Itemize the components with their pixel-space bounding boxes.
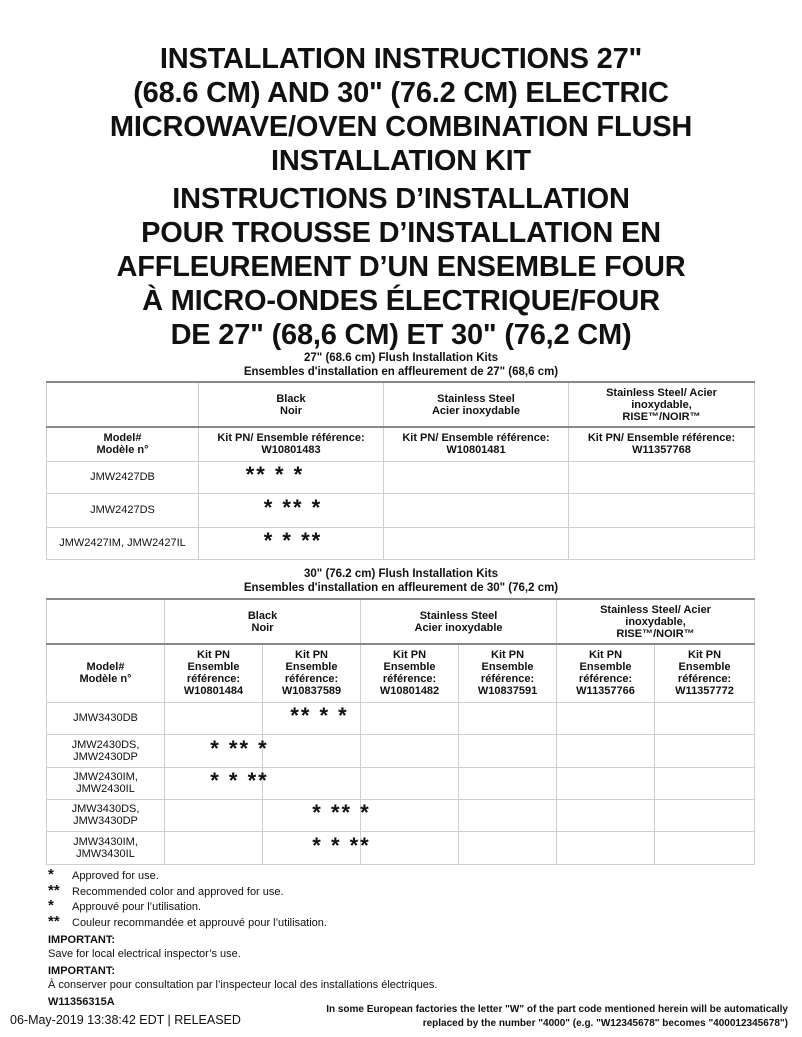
model-header: Model# Modèle n° xyxy=(47,644,165,702)
table27-caption xyxy=(0,351,802,379)
empty-cell xyxy=(263,734,361,767)
document-number: W11356315A xyxy=(48,996,115,1008)
empty-cell xyxy=(557,734,655,767)
empty-cell xyxy=(459,767,557,799)
approval-marks: ** * * xyxy=(245,462,305,487)
marks-cell xyxy=(263,831,371,864)
empty-cell xyxy=(655,702,755,734)
approval-marks: * ** * xyxy=(312,800,371,825)
model-cell: JMW3430DS, JMW3430DP xyxy=(47,799,165,831)
empty-cell xyxy=(569,493,755,527)
color-header: Black Noir xyxy=(165,599,361,644)
marks-cell xyxy=(263,799,371,831)
kit-header: Kit PN Ensemble référence: W10801484 xyxy=(165,644,263,702)
model-cell: JMW3430IM, JMW3430IL xyxy=(47,831,165,864)
marks-cell xyxy=(165,767,269,799)
legend-item: ** Couleur recommandée et approuvé pour l’utilisation. xyxy=(48,912,327,930)
title-french xyxy=(0,182,802,352)
table-row xyxy=(47,702,755,734)
table-color-row xyxy=(47,599,755,644)
table-kit-row xyxy=(47,644,755,702)
marks-cell xyxy=(199,461,384,493)
model-cell: JMW2430DS, JMW2430DP xyxy=(47,734,165,767)
empty-cell xyxy=(655,767,755,799)
color-header: Stainless Steel/ Acier inoxydable, RISE™/NOIR™ xyxy=(557,599,755,644)
model-cell: JMW2427DB xyxy=(47,461,199,493)
title-line: DE 27" (68,6 CM) ET 30" (76,2 CM) xyxy=(170,319,632,351)
empty-cell xyxy=(557,702,655,734)
empty-cell xyxy=(459,702,557,734)
title-line: À MICRO-ONDES ÉLECTRIQUE/FOUR xyxy=(142,285,660,317)
empty-cell xyxy=(655,734,755,767)
empty-cell xyxy=(361,799,459,831)
table-corner xyxy=(47,382,199,427)
model-cell: JMW2430IM, JMW2430IL xyxy=(47,767,165,799)
important-label: IMPORTANT: xyxy=(48,965,116,977)
kit-header: Kit PN Ensemble référence: W10837591 xyxy=(459,644,557,702)
empty-cell xyxy=(384,461,569,493)
empty-cell xyxy=(384,493,569,527)
title-line: MICROWAVE/OVEN COMBINATION FLUSH xyxy=(109,111,693,143)
color-header: Stainless Steel Acier inoxydable xyxy=(361,599,557,644)
color-header: Stainless Steel Acier inoxydable xyxy=(384,382,569,427)
table-kit-row xyxy=(47,427,755,461)
color-header: Black Noir xyxy=(199,382,384,427)
kit-header: Kit PN/ Ensemble référence: W10801481 xyxy=(384,427,569,461)
table-row xyxy=(47,527,755,559)
empty-cell xyxy=(165,831,263,864)
table-27-kits xyxy=(46,381,755,560)
marks-cell xyxy=(263,702,361,734)
empty-cell xyxy=(569,527,755,559)
empty-cell xyxy=(459,734,557,767)
table-row xyxy=(47,461,755,493)
kit-header: Kit PN/ Ensemble référence: W10801483 xyxy=(199,427,384,461)
caption-en: 27" (68.6 cm) Flush Installation Kits xyxy=(304,352,498,364)
approval-marks: * ** * xyxy=(263,495,323,520)
empty-cell xyxy=(655,799,755,831)
marks-cell xyxy=(199,527,384,559)
legend-item: ** Recommended color and approved for use. xyxy=(48,881,284,899)
kit-header: Kit PN Ensemble référence: W11357772 xyxy=(655,644,755,702)
table-row xyxy=(47,767,755,799)
legend-item: * Approuvé pour l’utilisation. xyxy=(48,897,202,914)
double-star-icon: ** xyxy=(48,881,60,899)
empty-cell xyxy=(557,767,655,799)
empty-cell xyxy=(361,767,459,799)
empty-cell xyxy=(569,461,755,493)
model-cell: JMW2427DS xyxy=(47,493,199,527)
table-row xyxy=(47,734,755,767)
approval-marks: * ** * xyxy=(210,735,269,761)
legend-item: * Approved for use. xyxy=(48,866,159,883)
empty-cell xyxy=(361,734,459,767)
approval-marks: * * ** xyxy=(263,528,323,553)
empty-cell xyxy=(459,799,557,831)
double-star-icon: ** xyxy=(48,912,60,930)
release-stamp: 06-May-2019 13:38:42 EDT | RELEASED xyxy=(10,1013,241,1027)
kit-header: Kit PN/ Ensemble référence: W11357768 xyxy=(569,427,755,461)
model-cell: JMW2427IM, JMW2427IL xyxy=(47,527,199,559)
table-color-row xyxy=(47,382,755,427)
caption-fr: Ensembles d'installation en affleurement de 30" (76,2 cm) xyxy=(243,582,559,594)
empty-cell xyxy=(384,527,569,559)
empty-cell xyxy=(361,831,459,864)
empty-cell xyxy=(361,702,459,734)
important-text: Save for local electrical inspector’s use. xyxy=(48,947,241,960)
title-english xyxy=(0,42,802,178)
empty-cell xyxy=(263,767,361,799)
kit-header: Kit PN Ensemble référence: W10837589 xyxy=(263,644,361,702)
approval-marks: ** * * xyxy=(290,703,349,728)
important-text: À conserver pour consultation par l’inspecteur local des installations électriques. xyxy=(48,978,438,991)
title-line: AFFLEUREMENT D’UN ENSEMBLE FOUR xyxy=(116,251,686,283)
table-30-kits xyxy=(46,598,755,865)
table-row xyxy=(47,831,755,864)
empty-cell xyxy=(655,831,755,864)
kit-header: Kit PN Ensemble référence: W10801482 xyxy=(361,644,459,702)
empty-cell xyxy=(459,831,557,864)
title-line: INSTRUCTIONS D’INSTALLATION xyxy=(172,183,630,215)
empty-cell xyxy=(165,799,263,831)
kit-header: Kit PN Ensemble référence: W11357766 xyxy=(557,644,655,702)
important-label: IMPORTANT: xyxy=(48,934,116,946)
empty-cell xyxy=(557,799,655,831)
title-line: INSTALLATION INSTRUCTIONS 27" xyxy=(159,43,643,75)
part-code-note: In some European factories the letter "W" of the part code mentioned herein will be automatically replaced by the number "4000" (e.g. "W12345678" becomes "400012345678") xyxy=(326,1004,788,1029)
color-header: Stainless Steel/ Acier inoxydable, RISE™/NOIR™ xyxy=(569,382,755,427)
table-row xyxy=(47,493,755,527)
title-line: INSTALLATION KIT xyxy=(271,145,531,177)
star-icon: * xyxy=(48,866,54,883)
approval-marks: * * ** xyxy=(210,768,269,793)
caption-en: 30" (76.2 cm) Flush Installation Kits xyxy=(304,568,498,580)
marks-cell xyxy=(165,734,269,767)
caption-fr: Ensembles d'installation en affleurement de 27" (68,6 cm) xyxy=(243,366,559,378)
empty-cell xyxy=(557,831,655,864)
model-cell: JMW3430DB xyxy=(47,702,165,734)
empty-cell xyxy=(165,702,263,734)
marks-cell xyxy=(199,493,384,527)
star-icon: * xyxy=(48,897,54,914)
table30-caption xyxy=(0,567,802,595)
title-line: (68.6 CM) AND 30" (76.2 CM) ELECTRIC xyxy=(133,77,669,109)
title-line: POUR TROUSSE D’INSTALLATION EN xyxy=(141,217,661,249)
table-corner xyxy=(47,599,165,644)
legend-notes xyxy=(48,868,438,1010)
table-row xyxy=(47,799,755,831)
approval-marks: * * ** xyxy=(312,832,371,858)
model-header: Model# Modèle n° xyxy=(47,427,199,461)
